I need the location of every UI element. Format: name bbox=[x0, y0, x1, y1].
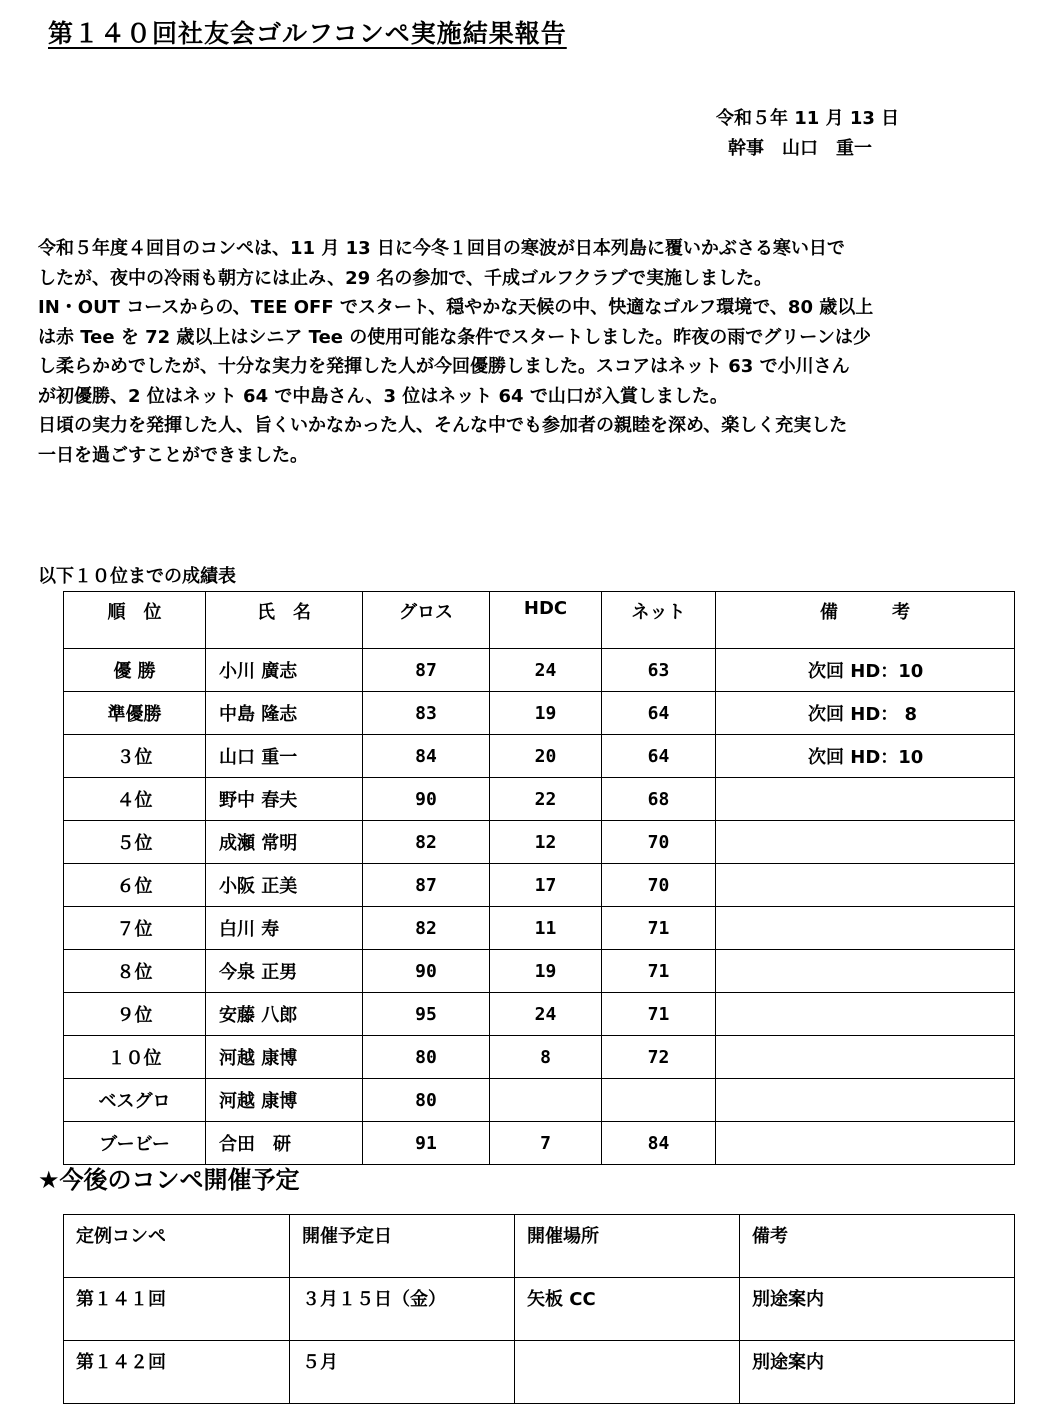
name-cell: 白川 寿 bbox=[206, 907, 363, 950]
results-table bbox=[63, 591, 1015, 1165]
note-cell: 次回 HD：10 bbox=[716, 649, 1015, 692]
table-row bbox=[64, 950, 1015, 993]
name-cell: 安藤 八郎 bbox=[206, 993, 363, 1036]
hdc-cell: 24 bbox=[490, 993, 602, 1036]
hdc-cell: 8 bbox=[490, 1036, 602, 1079]
body-line: し柔らかめでしたが、十分な実力を発揮した人が今回優勝しました。スコアはネット 63 で小川さん bbox=[38, 356, 850, 377]
note-cell bbox=[716, 778, 1015, 821]
note-cell bbox=[716, 1079, 1015, 1122]
table-row bbox=[64, 1278, 1015, 1341]
name-cell: 河越 康博 bbox=[206, 1036, 363, 1079]
schedule-header-row bbox=[64, 1215, 1015, 1278]
note-cell bbox=[716, 1036, 1015, 1079]
net-cell: 68 bbox=[602, 778, 716, 821]
name-cell: 合田 研 bbox=[206, 1122, 363, 1165]
note-cell bbox=[716, 1122, 1015, 1165]
body-line: IN・OUT コースからの、TEE OFF でスタート、穏やかな天候の中、快適なゴルフ環境で、80 歳以上 bbox=[38, 297, 874, 318]
name-cell: 今泉 正男 bbox=[206, 950, 363, 993]
gross-cell: 87 bbox=[363, 649, 490, 692]
rank-cell: ベスグロ bbox=[64, 1079, 206, 1122]
hdc-cell: 12 bbox=[490, 821, 602, 864]
header-hdc: HDC bbox=[490, 592, 602, 649]
report-date: 令和５年 11 月 13 日 bbox=[716, 108, 900, 129]
rank-cell: ４位 bbox=[64, 778, 206, 821]
header-place: 開催場所 bbox=[515, 1215, 740, 1278]
table-row bbox=[64, 1341, 1015, 1404]
name-cell: 山口 重一 bbox=[206, 735, 363, 778]
net-cell bbox=[602, 1079, 716, 1122]
note-cell: 別途案内 bbox=[740, 1341, 1015, 1404]
hdc-cell: 11 bbox=[490, 907, 602, 950]
name-cell: 小阪 正美 bbox=[206, 864, 363, 907]
gross-cell: 80 bbox=[363, 1079, 490, 1122]
rank-cell: ブービー bbox=[64, 1122, 206, 1165]
rank-cell: ３位 bbox=[64, 735, 206, 778]
event-cell: 第１４１回 bbox=[64, 1278, 290, 1341]
report-title: 第１４０回社友会ゴルフコンペ実施結果報告 bbox=[48, 19, 567, 48]
note-cell: 次回 HD： 8 bbox=[716, 692, 1015, 735]
rank-cell: ６位 bbox=[64, 864, 206, 907]
header-gross: グロス bbox=[363, 592, 490, 649]
table-row bbox=[64, 1079, 1015, 1122]
header-net: ネット bbox=[602, 592, 716, 649]
body-line: は赤 Tee を 72 歳以上はシニア Tee の使用可能な条件でスタートしました。昨夜の雨でグリーンは少 bbox=[38, 326, 871, 348]
body-line: が初優勝、2 位はネット 64 で中島さん、3 位はネット 64 で山口が入賞しました。 bbox=[38, 385, 728, 407]
gross-cell: 91 bbox=[363, 1122, 490, 1165]
hdc-cell: 22 bbox=[490, 778, 602, 821]
hdc-cell: 17 bbox=[490, 864, 602, 907]
name-cell: 中島 隆志 bbox=[206, 692, 363, 735]
header-name: 氏 名 bbox=[206, 592, 363, 649]
rank-cell: １０位 bbox=[64, 1036, 206, 1079]
table-row bbox=[64, 1036, 1015, 1079]
body-line: したが、夜中の冷雨も朝方には止み、29 名の参加で、千成ゴルフクラブで実施しました。 bbox=[38, 267, 773, 289]
net-cell: 84 bbox=[602, 1122, 716, 1165]
schedule-body bbox=[64, 1278, 1015, 1404]
event-cell: 第１４２回 bbox=[64, 1341, 290, 1404]
gross-cell: 82 bbox=[363, 821, 490, 864]
note-cell: 次回 HD：10 bbox=[716, 735, 1015, 778]
net-cell: 71 bbox=[602, 907, 716, 950]
gross-cell: 84 bbox=[363, 735, 490, 778]
hdc-cell: 19 bbox=[490, 950, 602, 993]
table-row bbox=[64, 735, 1015, 778]
header-date: 開催予定日 bbox=[290, 1215, 515, 1278]
note-cell bbox=[716, 821, 1015, 864]
note-cell: 別途案内 bbox=[740, 1278, 1015, 1341]
schedule-table bbox=[63, 1214, 1015, 1404]
net-cell: 70 bbox=[602, 864, 716, 907]
hdc-cell: 7 bbox=[490, 1122, 602, 1165]
date-cell: ３月１５日（金） bbox=[290, 1278, 515, 1341]
net-cell: 72 bbox=[602, 1036, 716, 1079]
name-cell: 野中 春夫 bbox=[206, 778, 363, 821]
gross-cell: 82 bbox=[363, 907, 490, 950]
rank-cell: ７位 bbox=[64, 907, 206, 950]
rank-cell: ８位 bbox=[64, 950, 206, 993]
place-cell: 矢板 CC bbox=[515, 1278, 740, 1341]
name-cell: 小川 廣志 bbox=[206, 649, 363, 692]
table-row bbox=[64, 864, 1015, 907]
note-cell bbox=[716, 907, 1015, 950]
gross-cell: 80 bbox=[363, 1036, 490, 1079]
report-body bbox=[38, 234, 1020, 470]
gross-cell: 95 bbox=[363, 993, 490, 1036]
table-row bbox=[64, 993, 1015, 1036]
header-note: 備考 bbox=[740, 1215, 1015, 1278]
organizer: 幹事 山口 重一 bbox=[728, 138, 872, 159]
table-row bbox=[64, 1122, 1015, 1165]
table-row bbox=[64, 907, 1015, 950]
name-cell: 成瀬 常明 bbox=[206, 821, 363, 864]
note-cell bbox=[716, 993, 1015, 1036]
hdc-cell: 20 bbox=[490, 735, 602, 778]
gross-cell: 83 bbox=[363, 692, 490, 735]
body-line: 一日を過ごすことができました。 bbox=[38, 444, 308, 466]
body-line: 令和５年度４回目のコンペは、11 月 13 日に今冬１回目の寒波が日本列島に覆いかぶさる寒い日で bbox=[38, 238, 845, 259]
net-cell: 71 bbox=[602, 950, 716, 993]
gross-cell: 90 bbox=[363, 950, 490, 993]
body-line: 日頃の実力を発揮した人、旨くいかなかった人、そんな中でも参加者の親睦を深め、楽しく充実した bbox=[38, 415, 848, 436]
gross-cell: 90 bbox=[363, 778, 490, 821]
net-cell: 64 bbox=[602, 692, 716, 735]
results-body bbox=[64, 649, 1015, 1165]
header-rank: 順 位 bbox=[64, 592, 206, 649]
hdc-cell: 19 bbox=[490, 692, 602, 735]
date-cell: ５月 bbox=[290, 1341, 515, 1404]
net-cell: 71 bbox=[602, 993, 716, 1036]
hdc-cell: 24 bbox=[490, 649, 602, 692]
net-cell: 63 bbox=[602, 649, 716, 692]
net-cell: 70 bbox=[602, 821, 716, 864]
table-row bbox=[64, 778, 1015, 821]
rank-cell: ９位 bbox=[64, 993, 206, 1036]
schedule-heading: ★今後のコンペ開催予定 bbox=[38, 1166, 300, 1194]
gross-cell: 87 bbox=[363, 864, 490, 907]
rank-cell: 準優勝 bbox=[64, 692, 206, 735]
note-cell bbox=[716, 864, 1015, 907]
results-caption: 以下１０位までの成績表 bbox=[38, 566, 236, 587]
results-header-row bbox=[64, 592, 1015, 649]
header-note: 備 考 bbox=[716, 592, 1015, 649]
rank-cell: ５位 bbox=[64, 821, 206, 864]
rank-cell: 優 勝 bbox=[64, 649, 206, 692]
table-row bbox=[64, 821, 1015, 864]
note-cell bbox=[716, 950, 1015, 993]
place-cell bbox=[515, 1341, 740, 1404]
table-row bbox=[64, 649, 1015, 692]
header-event: 定例コンペ bbox=[64, 1215, 290, 1278]
table-row bbox=[64, 692, 1015, 735]
name-cell: 河越 康博 bbox=[206, 1079, 363, 1122]
hdc-cell bbox=[490, 1079, 602, 1122]
net-cell: 64 bbox=[602, 735, 716, 778]
